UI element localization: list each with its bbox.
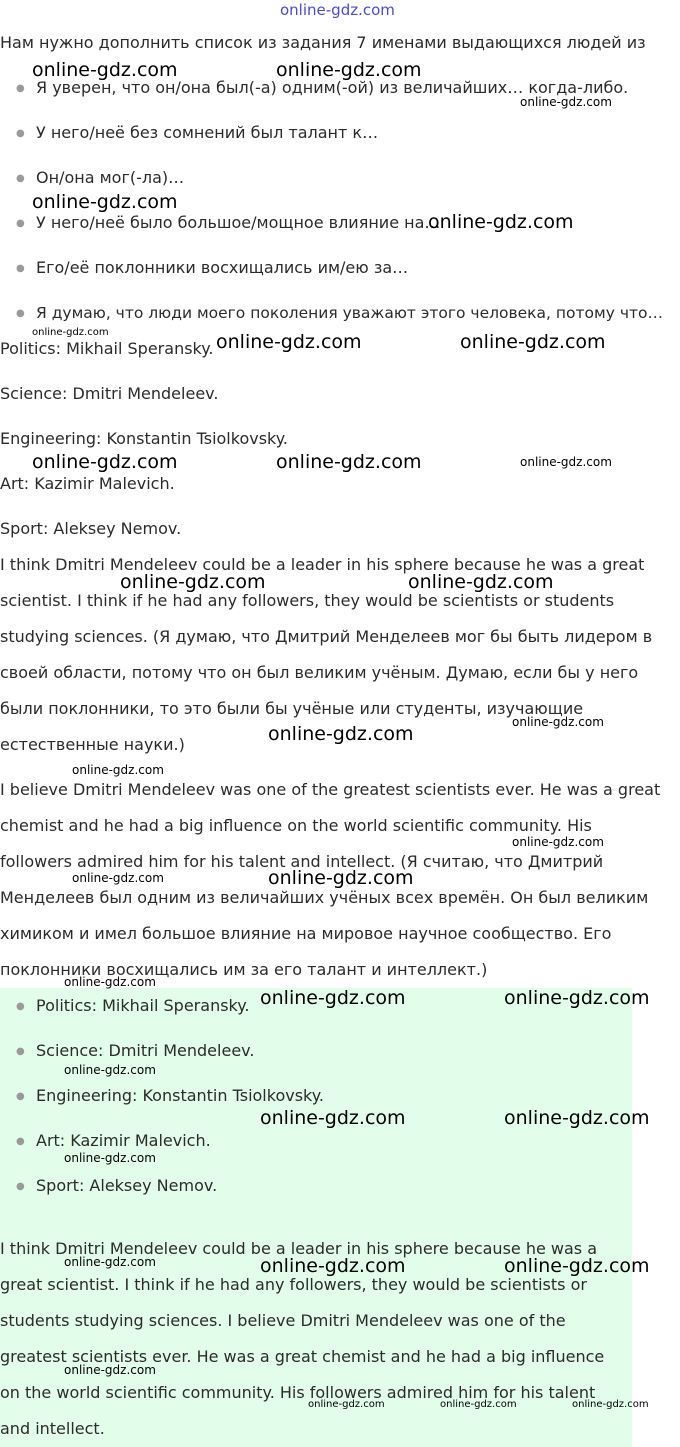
- watermark: online-gdz.com: [260, 1107, 406, 1129]
- prompt-item: [16, 123, 378, 144]
- answer-paragraph-line: on the world scientific community. His followers admired him for his talent: [0, 1383, 596, 1402]
- paragraph-line: химиком и имел большое влияние на мировое научное сообщество. Его: [0, 924, 612, 943]
- watermark: online-gdz.com: [32, 451, 178, 473]
- answer-list-item: [16, 1131, 211, 1152]
- bullet-icon: ●: [16, 1181, 25, 1192]
- watermark: online-gdz.com: [72, 871, 164, 885]
- bullet-icon: ●: [16, 1091, 25, 1102]
- prompt-text: Он/она мог(-ла)…: [36, 168, 185, 187]
- watermark: online-gdz.com: [504, 987, 650, 1009]
- list-item: Sport: Aleksey Nemov.: [0, 519, 182, 538]
- bullet-icon: ●: [16, 218, 25, 229]
- paragraph-line: своей области, потому что он был великим учёным. Думаю, если бы у него: [0, 663, 639, 682]
- answer-list-text: Art: Kazimir Malevich.: [36, 1131, 211, 1150]
- paragraph-line: followers admired him for his talent and intellect. (Я считаю, что Дмитрий: [0, 852, 604, 871]
- answer-list-text: Sport: Aleksey Nemov.: [36, 1176, 218, 1195]
- list-item: Art: Kazimir Malevich.: [0, 474, 175, 493]
- bullet-icon: ●: [16, 173, 25, 184]
- watermark: online-gdz.com: [32, 191, 178, 213]
- watermark: online-gdz.com: [276, 59, 422, 81]
- answer-paragraph-line: and intellect.: [0, 1419, 105, 1438]
- watermark: online-gdz.com: [460, 331, 606, 353]
- site-logo[interactable]: online-gdz.com: [280, 1, 395, 19]
- watermark: online-gdz.com: [268, 867, 414, 889]
- list-item: Politics: Mikhail Speransky.: [0, 339, 214, 358]
- watermark: online-gdz.com: [64, 1063, 156, 1077]
- bullet-icon: ●: [16, 83, 25, 94]
- answer-list-item: [16, 1176, 217, 1197]
- prompt-text: Его/её поклонники восхищались им/ею за…: [36, 258, 409, 277]
- answer-paragraph-line: greatest scientists ever. He was a great chemist and he had a big influence: [0, 1347, 605, 1366]
- watermark: online-gdz.com: [512, 715, 604, 729]
- prompt-text: Я думаю, что люди моего поколения уважают этого человека, потому что…: [36, 304, 663, 322]
- watermark: online-gdz.com: [64, 1151, 156, 1165]
- answer-list-text: Science: Dmitri Mendeleev.: [36, 1041, 255, 1060]
- watermark: online-gdz.com: [572, 1399, 649, 1410]
- watermark: online-gdz.com: [428, 211, 574, 233]
- paragraph-line: Менделеев был одним из величайших учёных всех времён. Он был великим: [0, 888, 649, 907]
- watermark: online-gdz.com: [216, 331, 362, 353]
- watermark: online-gdz.com: [32, 327, 109, 338]
- watermark: online-gdz.com: [276, 451, 422, 473]
- answer-paragraph-line: students studying sciences. I believe Dmitri Mendeleev was one of the: [0, 1311, 566, 1330]
- watermark: online-gdz.com: [520, 95, 612, 109]
- bullet-icon: ●: [16, 263, 25, 274]
- bullet-icon: ●: [16, 1046, 25, 1057]
- paragraph-line: были поклонники, то это были бы учёные или студенты, изучающие: [0, 699, 584, 718]
- watermark: online-gdz.com: [64, 975, 156, 989]
- watermark: online-gdz.com: [408, 571, 554, 593]
- watermark: online-gdz.com: [64, 1255, 156, 1269]
- paragraph-line: естественные науки.): [0, 735, 185, 754]
- list-item: Engineering: Konstantin Tsiolkovsky.: [0, 429, 288, 448]
- paragraph-line: chemist and he had a big influence on the world scientific community. His: [0, 816, 592, 835]
- answer-list-item: [16, 1086, 324, 1107]
- paragraph-line: I think Dmitri Mendeleev could be a leader in his sphere because he was a great: [0, 555, 645, 574]
- answer-list-item: [16, 996, 250, 1017]
- watermark: online-gdz.com: [504, 1107, 650, 1129]
- bullet-icon: ●: [16, 1136, 25, 1147]
- paragraph-line: поклонники восхищались им за его талант и интеллект.): [0, 960, 488, 979]
- watermark: online-gdz.com: [32, 59, 178, 81]
- bullet-icon: ●: [16, 128, 25, 139]
- answer-list-item: [16, 1041, 254, 1062]
- bullet-icon: ●: [16, 308, 25, 319]
- watermark: online-gdz.com: [260, 987, 406, 1009]
- prompt-item: [16, 258, 408, 279]
- watermark: online-gdz.com: [120, 571, 266, 593]
- task-intro: Нам нужно дополнить список из задания 7 именами выдающихся людей из: [0, 33, 646, 52]
- watermark: online-gdz.com: [64, 1363, 156, 1377]
- answer-paragraph-line: great scientist. I think if he had any followers, they would be scientists or: [0, 1275, 587, 1294]
- answer-list-text: Engineering: Konstantin Tsiolkovsky.: [36, 1086, 324, 1105]
- prompt-item: [16, 303, 663, 324]
- watermark: online-gdz.com: [268, 723, 414, 745]
- paragraph-line: I believe Dmitri Mendeleev was one of the greatest scientists ever. He was a great: [0, 780, 661, 799]
- prompt-item: [16, 168, 184, 189]
- paragraph-line: scientist. I think if he had any followers, they would be scientists or students: [0, 591, 615, 610]
- watermark: online-gdz.com: [440, 1399, 517, 1410]
- bullet-icon: ●: [16, 1001, 25, 1012]
- watermark: online-gdz.com: [504, 1255, 650, 1277]
- list-item: Science: Dmitri Mendeleev.: [0, 384, 219, 403]
- prompt-text: Я уверен, что он/она был(-а) одним(-ой) из величайших… когда-либо.: [36, 78, 629, 97]
- watermark: online-gdz.com: [72, 763, 164, 777]
- watermark: online-gdz.com: [308, 1399, 385, 1410]
- answer-paragraph-line: I think Dmitri Mendeleev could be a leader in his sphere because he was a: [0, 1239, 598, 1258]
- watermark: online-gdz.com: [260, 1255, 406, 1277]
- prompt-text: У него/неё было большое/мощное влияние на…: [36, 213, 441, 232]
- watermark: online-gdz.com: [520, 455, 612, 469]
- prompt-text: У него/неё без сомнений был талант к…: [36, 123, 379, 142]
- watermark: online-gdz.com: [512, 835, 604, 849]
- prompt-item: [16, 213, 440, 234]
- answer-list-text: Politics: Mikhail Speransky.: [36, 996, 250, 1015]
- paragraph-line: studying sciences. (Я думаю, что Дмитрий Менделеев мог бы быть лидером в: [0, 627, 653, 646]
